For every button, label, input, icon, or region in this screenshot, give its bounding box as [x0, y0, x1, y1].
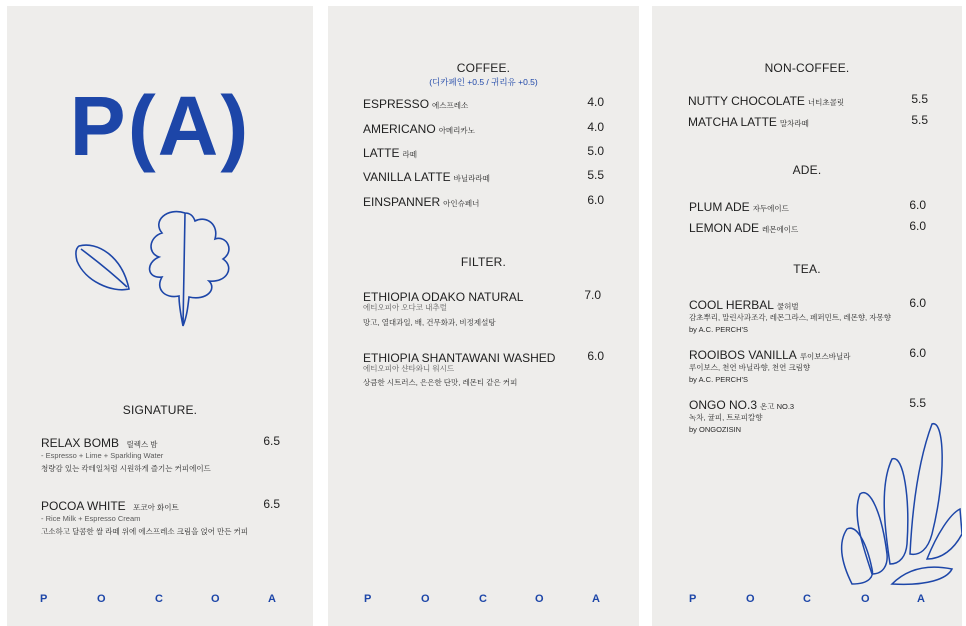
item-korean-name: 아인슈페너 — [443, 199, 480, 208]
item-name: EINSPANNER — [363, 195, 441, 209]
item-price: 5.5 — [909, 396, 926, 410]
item-price: 5.5 — [911, 113, 928, 127]
item-name: PLUM ADE — [689, 200, 750, 214]
item-korean-name: 온고 NO.3 — [760, 402, 795, 411]
item-price: 4.0 — [587, 95, 604, 109]
item-korean-name: 포코아 화이트 — [133, 503, 179, 512]
item-korean-name: 에티오피아 샨타와니 워시드 — [363, 364, 455, 373]
item-korean-name: 라떼 — [402, 150, 417, 159]
item-price: 6.0 — [909, 198, 926, 212]
item-tasting-notes: 망고, 열대과일, 배, 건무화과, 비정제설탕 — [363, 318, 496, 327]
tree-icon — [150, 212, 229, 326]
menu-panel-signature — [7, 6, 313, 626]
menu-item — [689, 198, 909, 214]
menu-panel-noncoffee — [652, 6, 962, 626]
menu-item — [363, 168, 583, 184]
item-name: LEMON ADE — [689, 221, 760, 235]
item-name: ROOIBOS VANILLA — [689, 348, 797, 362]
brand-wordmark: P O C O A — [40, 593, 276, 605]
menu-item — [689, 346, 909, 362]
menu-item — [689, 219, 909, 235]
item-korean-name: 아메리카노 — [438, 126, 475, 135]
item-korean-name: 쿨허벌 — [776, 302, 799, 311]
item-korean-name: 릴렉스 밤 — [126, 440, 158, 449]
item-name: COOL HERBAL — [689, 298, 774, 312]
item-description: 감초뿌리, 말린사과조각, 레몬그라스, 페퍼민트, 레몬향, 자몽향 — [689, 313, 891, 322]
item-price: 6.0 — [587, 193, 604, 207]
coral-leaf-icon — [842, 424, 962, 585]
section-title-ade: ADE. — [792, 163, 822, 177]
item-ingredients: - Rice Milk + Espresso Cream — [41, 514, 141, 523]
item-price: 5.0 — [587, 144, 604, 158]
item-price: 6.0 — [587, 349, 604, 363]
item-price: 5.5 — [587, 168, 604, 182]
brand-wordmark: P O C O A — [364, 593, 600, 605]
item-korean-name: 바닐라라떼 — [453, 174, 490, 183]
item-name: ONGO NO.3 — [689, 398, 758, 412]
item-price: 6.0 — [909, 346, 926, 360]
item-korean-name: 에티오피아 오다코 내추럴 — [363, 303, 447, 312]
item-ingredients: - Espresso + Lime + Sparkling Water — [41, 451, 164, 460]
item-name: POCOA WHITE — [41, 499, 126, 513]
item-price: 6.0 — [909, 219, 926, 233]
item-price: 4.0 — [587, 120, 604, 134]
menu-item — [363, 120, 583, 136]
item-description: 녹차, 귤피, 트로피칼향 — [689, 413, 763, 422]
item-price: 6.5 — [263, 434, 280, 448]
item-brand: by A.C. PERCH'S — [689, 325, 748, 334]
item-name: NUTTY CHOCOLATE — [688, 94, 805, 108]
section-title-signature: SIGNATURE. — [122, 403, 198, 417]
leaf-icon — [76, 245, 129, 290]
brand-wordmark: P O C O A — [689, 593, 925, 605]
item-name: AMERICANO — [363, 122, 436, 136]
item-name: MATCHA LATTE — [688, 115, 777, 129]
item-description: 루이보스, 천연 바닐라향, 천연 크림향 — [689, 363, 811, 372]
item-description: 고소하고 달콤한 쌀 라떼 위에 에스프레소 크림을 얹어 만든 커피 — [41, 527, 249, 536]
item-korean-name: 자두에이드 — [752, 204, 789, 213]
item-price: 6.5 — [263, 497, 280, 511]
seaweed-illustration — [832, 404, 962, 589]
leaf-illustration — [67, 201, 257, 341]
item-description: 청량감 있는 칵테일처럼 시원하게 즐기는 커피에이드 — [41, 464, 211, 473]
item-name: ETHIOPIA SHANTAWANI WASHED — [363, 351, 556, 365]
item-price: 7.0 — [584, 288, 601, 302]
menu-item — [363, 144, 583, 160]
menu-panel-coffee — [328, 6, 639, 626]
menu-item — [363, 95, 583, 111]
item-korean-name: 말차라떼 — [779, 119, 809, 128]
item-name: RELAX BOMB — [41, 436, 120, 450]
section-title-noncoffee: NON-COFFEE. — [764, 61, 850, 75]
item-name: VANILLA LATTE — [363, 170, 451, 184]
item-korean-name: 너티초콜릿 — [807, 98, 845, 107]
item-korean-name: 루이보스바닐라 — [799, 352, 851, 361]
item-price: 5.5 — [911, 92, 928, 106]
section-title-coffee: COFFEE. — [456, 61, 511, 75]
section-title-tea: TEA. — [793, 262, 821, 276]
item-tasting-notes: 상큼한 시트러스, 은은한 단맛, 레몬티 같은 커피 — [363, 378, 518, 387]
item-brand: by A.C. PERCH'S — [689, 375, 748, 384]
item-korean-name: 에스프레소 — [432, 101, 469, 110]
section-title-filter: FILTER. — [460, 255, 507, 269]
menu-item — [688, 92, 908, 108]
item-brand: by ONGOZISIN — [689, 425, 742, 434]
menu-item — [363, 193, 583, 209]
coffee-option-note: (디카페인 +0.5 / 귀리유 +0.5) — [429, 77, 538, 87]
menu-item — [688, 113, 908, 129]
menu-item — [689, 296, 909, 312]
item-name: ESPRESSO — [363, 97, 430, 111]
item-name: LATTE — [363, 146, 400, 160]
item-name: ETHIOPIA ODAKO NATURAL — [363, 290, 524, 304]
brand-logo: P(A) — [69, 79, 251, 173]
item-korean-name: 레몬에이드 — [762, 225, 799, 234]
item-price: 6.0 — [909, 296, 926, 310]
